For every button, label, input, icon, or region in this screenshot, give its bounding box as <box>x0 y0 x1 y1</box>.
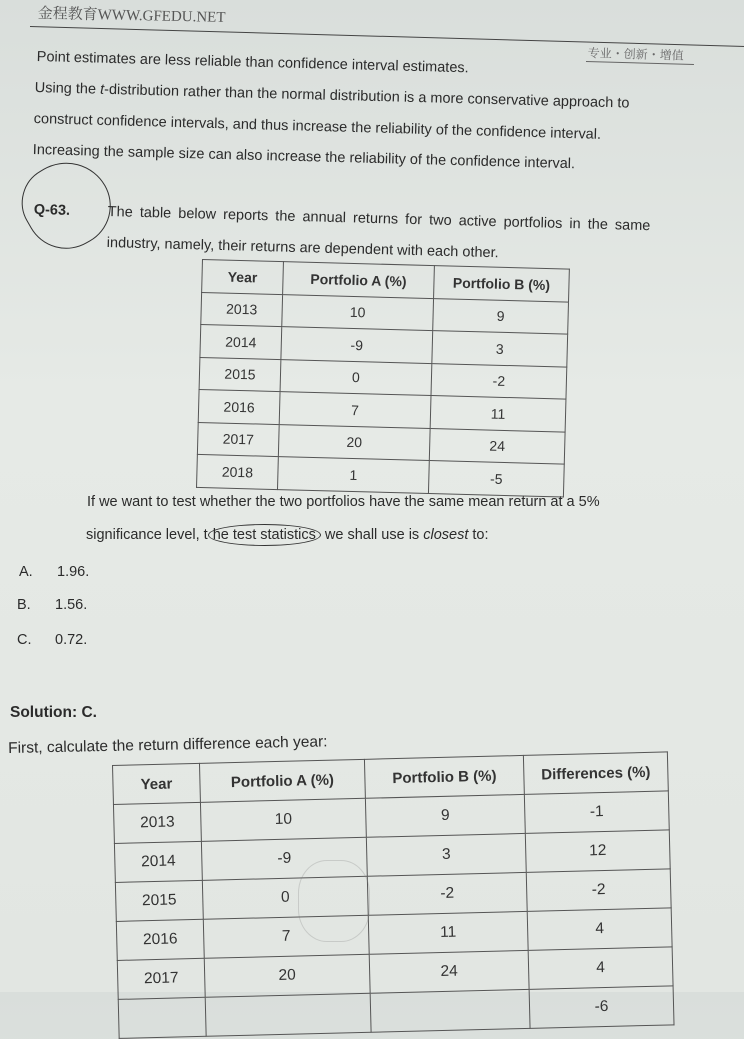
table-cell: 20 <box>278 424 430 460</box>
intro-line-2: Using the t-distribution rather than the normal distribution is a more conservative approach to <box>34 80 630 112</box>
option-text: 1.96. <box>57 564 90 580</box>
table-cell: 2013 <box>113 802 201 843</box>
table-cell: 11 <box>430 396 566 432</box>
table-cell: -9 <box>281 327 433 363</box>
table-cell: 2015 <box>115 880 203 921</box>
solution-title: Solution: C. <box>10 704 97 721</box>
solution-table <box>112 751 675 1039</box>
prompt-emphasis: closest <box>423 527 469 543</box>
question-line-2: industry, namely, their returns are dependent with each other. <box>106 235 499 262</box>
table-cell: 9 <box>365 794 525 837</box>
table-cell: 3 <box>366 833 526 876</box>
table-cell <box>370 989 530 1032</box>
table-cell: 2018 <box>197 454 279 489</box>
intro-line-3: construct confidence intervals, and thus increase the reliability of the confidence interval. <box>33 111 602 143</box>
option-letter: B. <box>17 597 31 613</box>
header-brand: 金程教育WWW.GFEDU.NET <box>37 5 226 26</box>
table-cell: 2017 <box>117 958 205 999</box>
table-cell: 4 <box>528 947 673 990</box>
table-cell: 10 <box>282 294 434 330</box>
solution-table-header: Portfolio A (%) <box>199 759 365 802</box>
option-b[interactable] <box>17 597 87 613</box>
pencil-mark <box>298 860 370 942</box>
table-cell: 1 <box>278 457 430 493</box>
question-prompt-line-1: If we want to test whether the two portfolios have the same mean return at a 5% <box>87 494 600 510</box>
table-cell: 4 <box>527 908 672 951</box>
table-cell: 2013 <box>201 292 283 327</box>
question-table-header: Year <box>202 260 284 295</box>
circled-phrase: he test statistics <box>208 524 321 546</box>
intro-line-1: Point estimates are less reliable than confidence interval estimates. <box>36 49 469 77</box>
prompt-text: we shall use is <box>320 527 424 543</box>
option-text: 1.56. <box>55 597 88 613</box>
table-cell: 3 <box>432 331 568 367</box>
table-cell: 7 <box>203 915 369 958</box>
table-cell: 24 <box>429 428 565 464</box>
header-rule <box>30 26 744 47</box>
table-cell: 9 <box>433 298 569 334</box>
table-cell: 10 <box>200 798 366 841</box>
table-cell: 2014 <box>114 841 202 882</box>
prompt-text: to: <box>468 527 489 543</box>
table-cell: -2 <box>526 869 671 912</box>
question-table-header: Portfolio A (%) <box>283 262 435 298</box>
solution-table-header: Year <box>113 763 201 804</box>
table-cell: 7 <box>279 392 431 428</box>
table-cell: 11 <box>368 911 528 954</box>
option-text: 0.72. <box>55 632 88 648</box>
table-cell: 2016 <box>116 919 204 960</box>
solution-table-header: Portfolio B (%) <box>364 755 524 798</box>
question-prompt-line-2 <box>86 527 489 543</box>
table-cell: -1 <box>524 791 669 834</box>
question-table-header: Portfolio B (%) <box>434 266 570 302</box>
table-cell: -6 <box>529 986 674 1029</box>
table-cell: 2015 <box>199 357 281 392</box>
table-cell <box>205 993 371 1036</box>
table-cell: -2 <box>367 872 527 915</box>
question-label: Q-63. <box>33 202 71 219</box>
table-cell <box>118 997 206 1038</box>
question-line-1: The table below reports the annual returns for two active portfolios in the same <box>107 204 651 235</box>
table-cell: -9 <box>201 837 367 880</box>
header-slogan: 专业・创新・增值 <box>587 45 684 63</box>
question-table <box>196 259 570 497</box>
table-cell: -5 <box>428 461 564 497</box>
option-letter: A. <box>19 564 33 580</box>
table-cell: 0 <box>280 359 432 395</box>
table-cell: 2017 <box>197 422 279 457</box>
table-cell: 12 <box>525 830 670 873</box>
option-letter: C. <box>17 632 32 648</box>
intro-line-4: Increasing the sample size can also increase the reliability of the confidence interval. <box>32 142 576 173</box>
prompt-text: significance level, t <box>86 527 208 543</box>
table-cell: 2016 <box>198 389 280 424</box>
option-a[interactable] <box>19 564 89 580</box>
solution-table-header: Differences (%) <box>523 752 668 795</box>
table-cell: 2014 <box>200 324 282 359</box>
table-cell: 0 <box>202 876 368 919</box>
table-cell: -2 <box>431 363 567 399</box>
solution-intro: First, calculate the return difference each year: <box>8 733 328 757</box>
table-cell: 20 <box>204 954 370 997</box>
option-c[interactable] <box>17 632 87 648</box>
table-cell: 24 <box>369 950 529 993</box>
